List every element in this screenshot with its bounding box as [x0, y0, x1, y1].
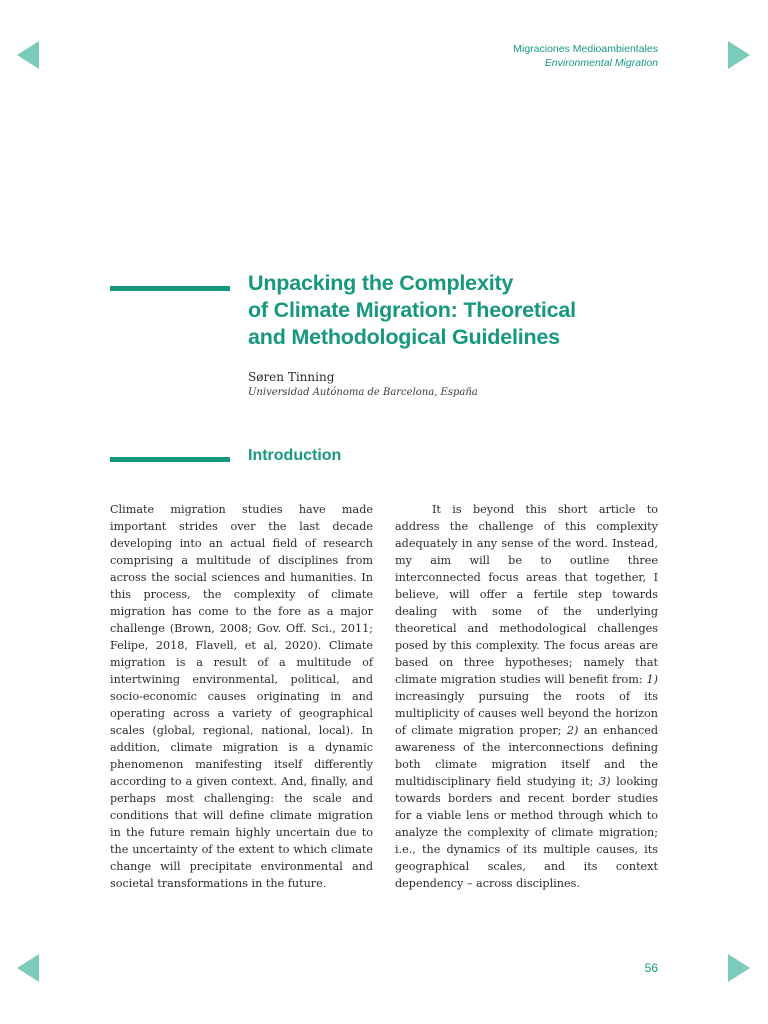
- running-header-en: Environmental Migration: [544, 56, 658, 69]
- next-page-icon[interactable]: [728, 954, 750, 982]
- title-rule: [110, 286, 230, 291]
- section-rule: [110, 457, 230, 462]
- article-title: [248, 270, 668, 351]
- page-number: 56: [644, 961, 658, 975]
- previous-page-icon[interactable]: [17, 954, 39, 982]
- list-marker: 1): [646, 673, 658, 686]
- title-line: of Climate Migration: Theoretical: [248, 298, 576, 322]
- list-marker: 2): [566, 724, 579, 737]
- section-heading: Introduction: [248, 447, 342, 464]
- body-text: It is beyond this short article to address the challenge of this complexity adequately in any sense of the word. Instead, my aim will be to outline three interconnected focus areas that together, I believe, will offer a fertile step towards dealing with some of the underlying theoretical and methodological challenges posed by this complexity. The focus areas are based on three hypotheses; namely that climate migration studies will benefit from:: [395, 503, 658, 686]
- author-affiliation: Universidad Autónoma de Barcelona, España: [248, 387, 478, 398]
- body-column-left: Climate migration studies have made important strides over the last decade developing into an actual field of research comprising a multitude of disciplines from across the social sciences and humanities. In this process, the complexity of climate migration has come to the fore as a major challenge (Brown, 2008; Gov. Off. Sci., 2011; Felipe, 2018, Flavell, et al, 2020). Climate migration is a result of a multitude of intertwining environmental, political, and socio-economic causes originating in and operating across a variety of geographical scales (global, regional, national, local). In addition, climate migration is a dynamic phenomenon manifesting itself differently according to a given context. And, finally, and perhaps most challenging: the scale and conditions that will define climate migration in the future remain highly uncertain due to the uncertainty of the extent to which climate change will precipitate environmental and societal transformations in the future.: [110, 503, 373, 890]
- body-text: an enhanced awareness of the interconnections defining both climate migration itself and the multidisciplinary field studying it;: [395, 724, 658, 788]
- title-line: and Methodological Guidelines: [248, 325, 560, 349]
- title-line: Unpacking the Complexity: [248, 271, 514, 295]
- running-header: [513, 43, 658, 70]
- author-name: Søren Tinning: [248, 370, 335, 384]
- body-text: looking towards borders and recent border studies for a viable lens or method through which to analyze the complexity of climate migration; i.e., the dynamics of its multiple causes, its geographical scales, and its context dependency – across disciplines.: [395, 775, 658, 890]
- next-page-icon[interactable]: [728, 41, 750, 69]
- previous-page-icon[interactable]: [17, 41, 39, 69]
- list-marker: 3): [599, 775, 611, 788]
- running-header-es: Migraciones Medioambientales: [513, 43, 658, 55]
- body-text: increasingly pursuing the roots of its multiplicity of causes well beyond the horizon of climate migration proper;: [395, 690, 658, 737]
- body-column-right: [395, 501, 658, 892]
